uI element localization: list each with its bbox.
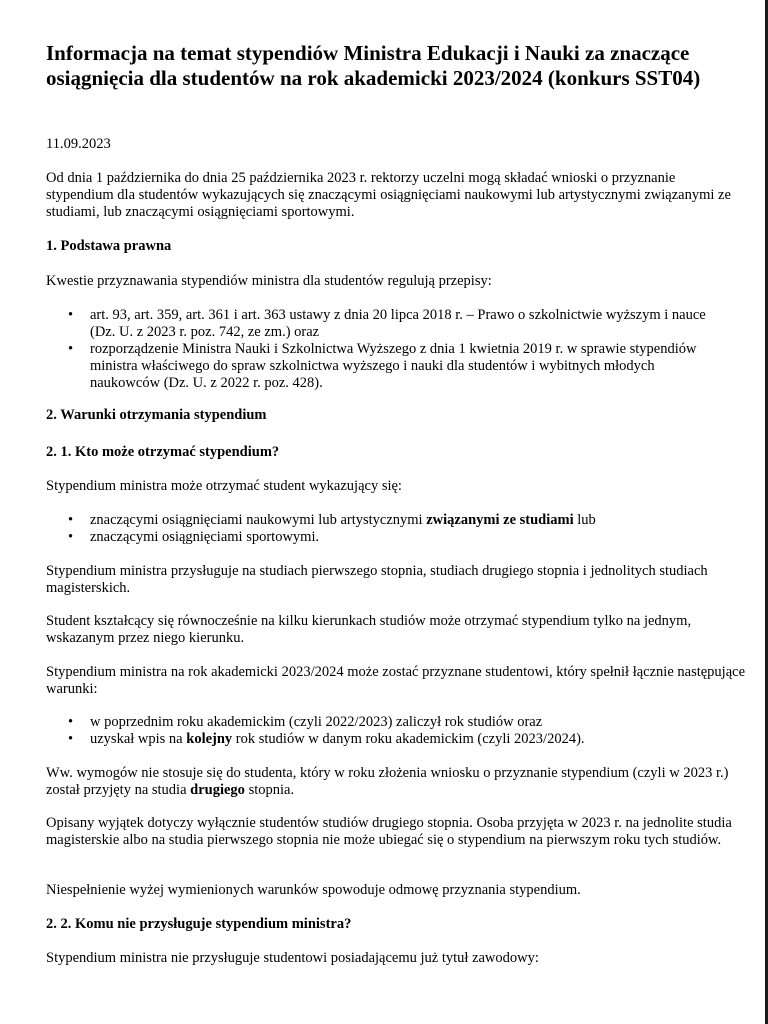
publication-date: 11.09.2023 — [46, 136, 111, 152]
subsection-heading-not-eligible: 2. 2. Komu nie przysługuje stypendium ministra? — [46, 916, 352, 932]
not-eligible-lead: Stypendium ministra nie przysługuje studentowi posiadającemu już tytuł zawodowy: — [46, 950, 539, 966]
list-item-text: rok studiów w danym roku akademickim (czyli 2023/2024). — [232, 731, 585, 747]
legal-basis-lead: Kwestie przyznawania stypendiów ministra dla studentów regulują przepisy: — [46, 273, 492, 289]
list-item: • art. 93, art. 359, art. 361 i art. 363 ustawy z dnia 20 lipca 2018 r. – Prawo o szkolnictwie wyższym i nauce (Dz. U. z 2023 r. poz. 742, ze zm.) oraz — [46, 307, 726, 341]
paragraph-exception-scope: Opisany wyjątek dotyczy wyłącznie studentów studiów drugiego stopnia. Osoba przyjęta w 2023 r. na jednolite studia magisterskie albo na studia pierwszego stopnia nie może ubiegać się o stypendium na pierwszym roku tych studiów. — [46, 815, 732, 848]
paragraph-emphasis: drugiego — [190, 782, 245, 798]
list-item-emphasis: związanymi ze studiami — [426, 512, 574, 528]
intro-paragraph: Od dnia 1 października do dnia 25 października 2023 r. rektorzy uczelni mogą składać wnioski o przyznanie stypendium dla studentów wykazujących się znaczącymi osiągnięciami naukowymi lub artystycznymi związanymi ze studiami, lub znaczącymi osiągnięciami sportowymi. — [46, 170, 731, 220]
document-title: Informacja na temat stypendiów Ministra Edukacji i Nauki za znaczące osiągnięcia dla studentów na rok akademicki 2023/2024 (konkurs SST04) — [46, 41, 701, 90]
list-item-text: uzyskał wpis na — [90, 731, 187, 747]
conditions-list — [46, 714, 726, 748]
list-item-text: znaczącymi osiągnięciami naukowymi lub artystycznymi — [90, 512, 427, 528]
section-heading-legal-basis: 1. Podstawa prawna — [46, 238, 172, 254]
list-item — [46, 512, 726, 529]
legal-basis-list — [46, 307, 726, 392]
list-item-text: lub — [573, 512, 596, 528]
achievements-list — [46, 512, 726, 546]
list-item — [46, 731, 726, 748]
paragraph-multiple-majors: Student kształcący się równocześnie na kilku kierunkach studiów może otrzymać stypendium tylko na jednym, wskazanym przez niego kierunku. — [46, 613, 692, 646]
paragraph-study-levels: Stypendium ministra przysługuje na studiach pierwszego stopnia, studiach drugiego stopnia i jednolitych studiach magisterskich. — [46, 563, 708, 596]
list-item: • znaczącymi osiągnięciami sportowymi. — [46, 529, 726, 546]
list-item: • rozporządzenie Ministra Nauki i Szkolnictwa Wyższego z dnia 1 kwietnia 2019 r. w sprawie stypendiów ministra właściwego do spraw szkolnictwa wyższego i nauki dla studentów i wybitnych młodych naukowców (Dz. U. z 2022 r. poz. 428). — [46, 341, 726, 392]
subsection-heading-who: 2. 1. Kto może otrzymać stypendium? — [46, 444, 280, 460]
paragraph-refusal: Niespełnienie wyżej wymienionych warunków spowoduje odmowę przyznania stypendium. — [46, 882, 581, 898]
section-heading-conditions: 2. Warunki otrzymania stypendium — [46, 407, 267, 423]
paragraph-text: stopnia. — [244, 782, 295, 798]
list-item: • w poprzednim roku akademickim (czyli 2022/2023) zaliczył rok studiów oraz — [46, 714, 726, 731]
who-lead: Stypendium ministra może otrzymać student wykazujący się: — [46, 478, 402, 494]
paragraph-text: Ww. wymogów nie stosuje się do studenta, który w roku złożenia wniosku o przyznanie stypendium (czyli w 2023 r.) został przyjęty na studia — [46, 765, 729, 798]
paragraph-exception — [46, 765, 746, 799]
paragraph-conditions-lead: Stypendium ministra na rok akademicki 2023/2024 może zostać przyznane studentowi, który spełnił łącznie następujące warunki: — [46, 664, 746, 697]
list-item-emphasis: kolejny — [186, 731, 233, 747]
